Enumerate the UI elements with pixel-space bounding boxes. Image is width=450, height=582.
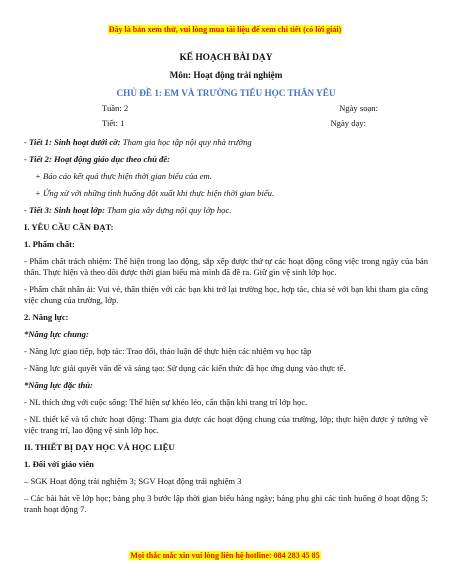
- lesson-1: [24, 137, 428, 148]
- week-label: Tuần: 2: [102, 103, 129, 113]
- topic-heading: CHỦ ĐỀ 1: EM VÀ TRƯỜNG TIỂU HỌC THÂN YÊU: [116, 88, 336, 98]
- section-1-heading: I. YÊU CẦU CẦN ĐẠT:: [24, 222, 114, 232]
- document-title: KẾ HOẠCH BÀI DẠY: [179, 53, 273, 63]
- specific-abilities-heading: *Năng lực đặc thù:: [24, 380, 93, 390]
- teacher-heading: 1. Đối với giáo viên: [24, 459, 94, 469]
- lesson-2: [24, 154, 428, 165]
- specific-ability-1: - NL thích ứng với cuộc sống: Thể hiện sự khéo léo, cẩn thận khi trang trí lớp học.: [24, 397, 308, 407]
- preview-banner: [0, 25, 450, 35]
- lesson-2-item-2: + Ứng xử với những tình huống đột xuất khi thực hiện thời gian biểu.: [35, 188, 275, 198]
- teacher-item-2: – Các bài hát về lớp học; bảng phụ 3 bước lập thời gian biểu hàng ngày; bảng phụ ghi các tình huống ở hoạt động 5; tranh hoạt động 7.: [24, 493, 428, 514]
- lesson-2-item-1: + Báo cáo kết quả thực hiện thời gian biểu của em.: [35, 171, 212, 181]
- lesson-2-label: - Tiết 2: Hoạt động giáo dục theo chủ đề:: [24, 154, 171, 164]
- subject-line: Môn: Hoạt động trải nghiệm: [169, 70, 283, 80]
- lesson-3-label: - Tiết 3: Sinh hoạt lớp:: [24, 205, 105, 215]
- teacher-item-1: – SGK Hoạt động trải nghiệm 3; SGV Hoạt động trải nghiệm 3: [24, 476, 242, 486]
- lesson-3-text: Tham gia xây dựng nội quy lớp học.: [104, 205, 232, 215]
- quality-1: - Phẩm chất trách nhiệm: Thể hiện trong lao động, sắp xếp được thứ tự các hoạt động công việc trong ngày của bản thân. Thực hiện và theo dõi được thời gian biểu mà mình đã đề ra. Giữ gìn vệ sinh lớp học.: [24, 256, 428, 277]
- section-2-heading: II. THIẾT BỊ DẠY HỌC VÀ HỌC LIỆU: [24, 442, 175, 452]
- date-prepared-label: Ngày soạn:: [339, 103, 378, 113]
- lesson-1-label: - Tiết 1: Sinh hoạt dưới cờ:: [24, 137, 121, 147]
- quality-2: - Phẩm chất nhân ái: Vui vẻ, thân thiện với các bạn khi trở lại trường học, hợp tác, chia sẻ với bạn khi tham gia công việc chung của trường, lớp.: [24, 284, 428, 305]
- specific-ability-2: - NL thiết kế và tổ chức hoạt động: Tham gia được các hoạt động chung của trường, lớp; thực hiện được ý tưởng về việc trang trí, lao động vệ sinh lớp học.: [24, 414, 428, 435]
- week-row: [24, 103, 428, 114]
- general-ability-1: - Năng lực giao tiếp, hợp tác: Trao đổi, thảo luận để thực hiện các nhiệm vụ học tập: [24, 346, 312, 356]
- general-ability-2: - Năng lực giải quyết vấn đề và sáng tạo: Sử dụng các kiến thức đã học ứng dụng vào thực tế.: [24, 363, 346, 373]
- hotline-banner-text: Mọi thắc mắc xin vui lòng liên hệ hotline: 084 283 45 85: [130, 551, 320, 560]
- preview-banner-text: Đây là bản xem thử, vui lòng mua tài liệu để xem chi tiết (có lời giải): [108, 25, 342, 34]
- document-content: [24, 48, 428, 515]
- period-row: [24, 118, 428, 129]
- date-taught-label: Ngày dạy:: [330, 118, 366, 128]
- qualities-heading: 1. Phẩm chất:: [24, 239, 75, 249]
- lesson-3: [24, 205, 428, 216]
- lesson-1-text: Tham gia học tập nội quy nhà trường: [120, 137, 252, 147]
- abilities-heading: 2. Năng lực:: [24, 312, 69, 322]
- general-abilities-heading: *Năng lực chung:: [24, 329, 89, 339]
- hotline-banner: [0, 551, 450, 561]
- period-label: Tiết: 1: [102, 118, 125, 128]
